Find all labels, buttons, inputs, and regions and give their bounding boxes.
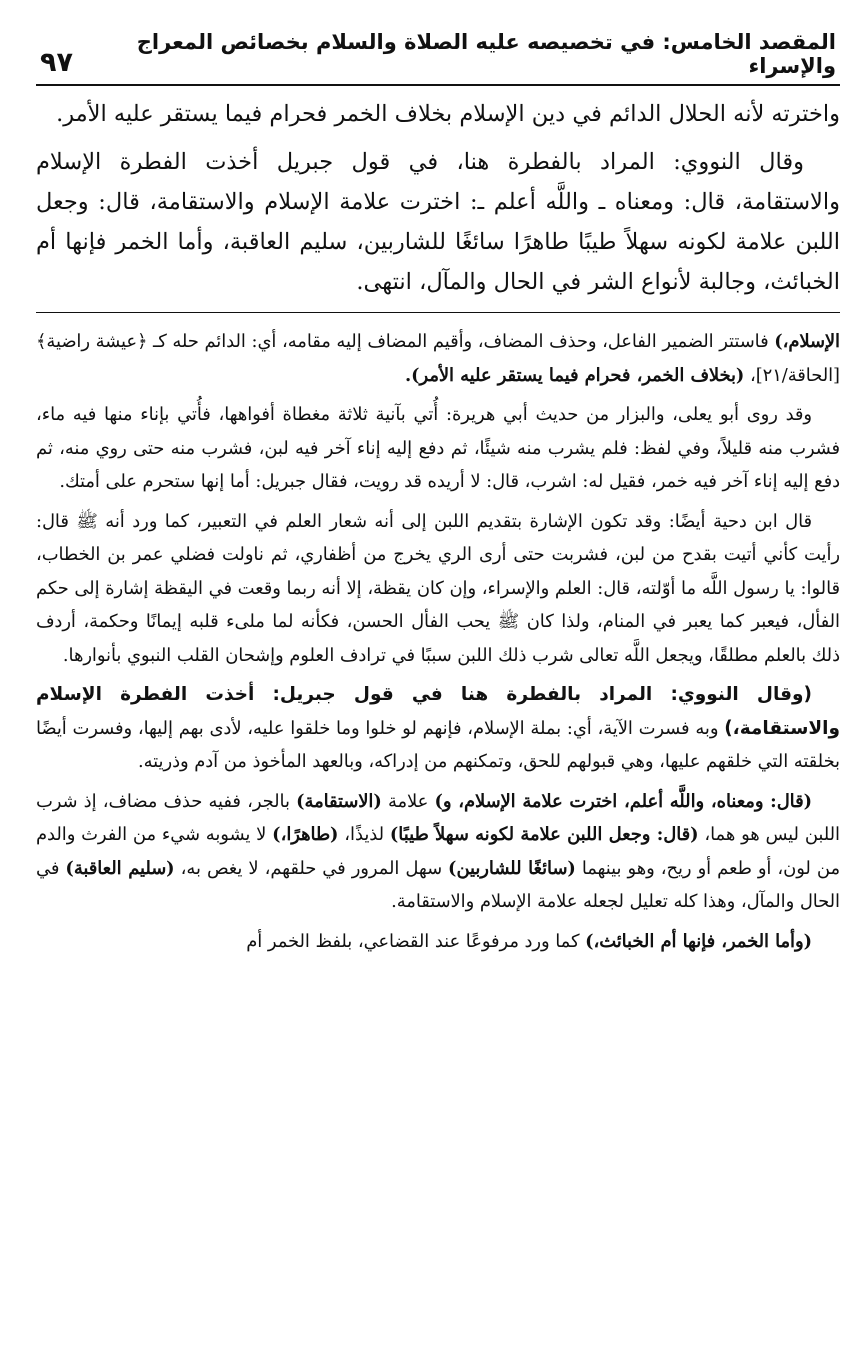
commentary-paragraph: وقد روى أبو يعلى، والبزار من حديث أبي هريرة: أُتي بآنية ثلاثة مغطاة أفواهها، فأُتي بإناء منها فيه ماء، فشرب منه قليلاً، وفي لفظ: فلم يشرب منه شيئًا، ثم دفع إليه إناء آخر فيه لبن، فشرب منه حتى روي منه، ثم دفع إليه إناء آخر فيه خمر، فقيل له: اشرب، قال: لا أريده قد رويت، فقال جبريل: أما إنها ستحرم على أمتك. (36, 404, 840, 492)
page-number: ٩٧ (40, 47, 73, 78)
commentary-paragraph (36, 925, 840, 959)
quoted-matn: (سائغًا للشاربين) (448, 857, 576, 879)
quoted-matn: الإسلام،) (774, 331, 840, 352)
quoted-matn: (سليم العاقبة) (65, 857, 175, 879)
footnote-divider (36, 312, 840, 313)
main-paragraph: واخترته لأنه الحلال الدائم في دين الإسلام بخلاف الخمر فحرام فيما يستقر عليه الأمر. (56, 101, 840, 127)
commentary-text-run: لذيذًا، (338, 824, 390, 845)
commentary-paragraph (36, 785, 840, 919)
quoted-matn: (وقال النووي: المراد بالفطرة هنا في قول جبريل: أخذت الفطرة الإسلام والاستقامة،) (36, 684, 840, 739)
main-text (36, 94, 840, 302)
commentary-text-run: فاستتر الضمير الفاعل، وحذف المضاف، وأقيم المضاف إليه مقامه، أي: الدائم حله كـ ﴿عيشة راضية﴾ [الحاقة/٢١]، (36, 331, 840, 386)
quoted-matn: (بخلاف الخمر، فحرام فيما يستقر عليه الأمر). (404, 364, 745, 386)
quoted-matn: (الاستقامة) (296, 790, 382, 812)
quoted-matn: (قال: ومعناه، واللَّه أعلم، اخترت علامة الإسلام، و) (434, 790, 812, 812)
main-paragraph: وقال النووي: المراد بالفطرة هنا، في قول جبريل أخذت الفطرة الإسلام والاستقامة، قال: ومعناه ـ واللَّه أعلم ـ: اخترت علامة الإسلام والاستقامة، قال: وجعل اللبن علامة لكونه سهلاً طيبًا طاهرًا سائغًا للشاربين، سليم العاقبة، وأما الخمر فإنها أم الخبائث، وجالبة لأنواع الشر في الحال والمآل، انتهى. (36, 149, 840, 295)
book-page (36, 30, 840, 1324)
running-header (36, 30, 840, 86)
commentary-text-run: في الحال والمآل، وهذا كله تعليل لجعله علامة الإسلام والاستقامة. (36, 857, 840, 912)
commentary-paragraph (36, 678, 840, 779)
quoted-matn: (وأما الخمر، فإنها أم الخبائث،) (585, 930, 812, 952)
commentary-text (36, 325, 840, 958)
commentary-paragraph (36, 325, 840, 392)
commentary-paragraph: قال ابن دحية أيضًا: وقد تكون الإشارة بتقديم اللبن إلى أنه شعار العلم في التعبير، كما ورد أنه ﷺ قال: رأيت كأني أتيت بقدح من لبن، فشربت حتى أرى الري يخرج من أظفاري، ثم ناولت فضلي عمر بن الخطاب، قالوا: يا رسول اللَّه ما أوّلته، قال: العلم والإسراء، وإن كان يقظة، إلا أنه ربما وقعت في اليقظة إشارة إلى حكم الفأل، فيعبر كما يعبر في المنام، ولذا كان ﷺ يحب الفأل الحسن، فكأنه لما ملىء قلبه إيمانًا وحكمة، أردف ذلك بالعلم مطلقًا، ويجعل اللَّه تعالى شرب ذلك اللبن سببًا في ترادف العلوم وإشحان القلب النبوي بأنوارها. (36, 510, 840, 666)
commentary-text-run: كما ورد مرفوعًا عند القضاعي، بلفظ الخمر أم (246, 930, 586, 952)
quoted-matn: (قال: وجعل اللبن علامة لكونه سهلاً طيبًا) (389, 824, 699, 845)
commentary-text-run: وبه فسرت الآية، أي: بملة الإسلام، فإنهم لو خلوا وما خلقوا عليه، لأدى بهم إليها، وفسرت أيضًا بخلقته التي خلقهم عليها، وهي قبولهم للحق، وتمكنهم من إدراكه، وبالعهد المأخوذ من آدم وذريته. (36, 717, 840, 772)
chapter-running-title: المقصد الخامس: في تخصيصه عليه الصلاة والسلام بخصائص المعراج والإسراء (136, 30, 836, 78)
quoted-matn: (طاهرًا،) (272, 824, 339, 845)
commentary-text-run: بالجر، ففيه حذف مضاف، إذ شرب اللبن ليس هو هما، (36, 790, 840, 845)
commentary-text-run: علامة (381, 790, 435, 812)
commentary-text-run: لا يشوبه شيء من الفرث والدم من لون، أو طعم أو ريح، وهو بينهما (36, 824, 840, 879)
commentary-text-run: سهل المرور في حلقهم، لا يغص به، (174, 857, 449, 879)
